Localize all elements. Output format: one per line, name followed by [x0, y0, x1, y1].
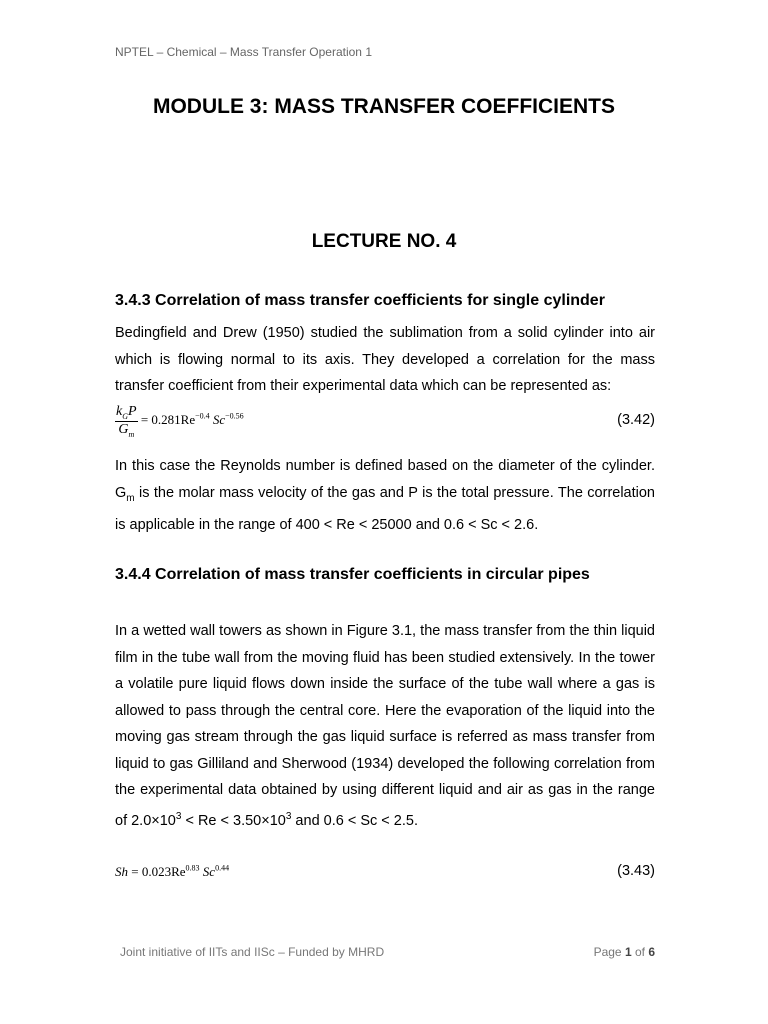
page-header: NPTEL – Chemical – Mass Transfer Operation 1 — [115, 45, 372, 59]
equation-fraction: $\frac{k_GP}{G_m}$ — [116, 404, 137, 439]
equation-expression: $Sh = 0.023Re^{0.83}$ $Sc^{0.44}$ — [115, 864, 230, 880]
equation-3-43 — [115, 864, 655, 888]
section-heading-3-4-3: 3.4.3 Correlation of mass transfer coefficients for single cylinder — [115, 292, 605, 309]
equation-number: (3.42) — [617, 412, 655, 428]
paragraph-pipes: In a wetted wall towers as shown in Figure 3.1, the mass transfer from the thin liquid film in the tube wall from the moving fluid has been studied extensively. In the tower a volatile pure liquid flows down inside the surface of the tube wall where a gas is allowed to pass through the central core. Here the evaporation of the liquid into the moving gas stream through the gas liquid surface is referred as mass transfer from liquid to gas Gilliland and Sherwood (1934) developed the following correlation from the experimental data obtained by using different liquid and air as gas in the range of $2.0\times 10^3 < Re < 3.50\times 10^3$ and 0.6 < Sc < 2.5. — [115, 623, 655, 829]
section-heading-3-4-4: 3.4.4 Correlation of mass transfer coefficients in circular pipes — [115, 566, 590, 583]
equation-number: (3.43) — [617, 863, 655, 879]
page-footer-credit: Joint initiative of IITs and IISc – Funded by MHRD — [120, 945, 385, 959]
equation-3-42 — [115, 404, 655, 448]
equation-rhs: = $0.281Re^{-0.4}$ $Sc^{-0.56}$ — [140, 411, 244, 428]
module-title: MODULE 3: MASS TRANSFER COEFFICIENTS — [152, 95, 615, 118]
paragraph-cylinder-intro: Bedingfield and Drew (1950) studied the sublimation from a solid cylinder into air which is flowing normal to its axis. They developed a correlation for the mass transfer coefficient from their experimental data which can be represented as: — [115, 325, 655, 394]
page-number: Page 1 of 6 — [593, 945, 655, 959]
paragraph-cylinder-reynolds: In this case the Reynolds number is defined based on the diameter of the cylinder. $G_m$ is the molar mass velocity of the gas and P is the total pressure. The correlation is applicable in the range of 400 < Re < 25000 and 0.6 < Sc < 2.6. — [115, 458, 655, 533]
lecture-title: LECTURE NO. 4 — [311, 231, 457, 252]
